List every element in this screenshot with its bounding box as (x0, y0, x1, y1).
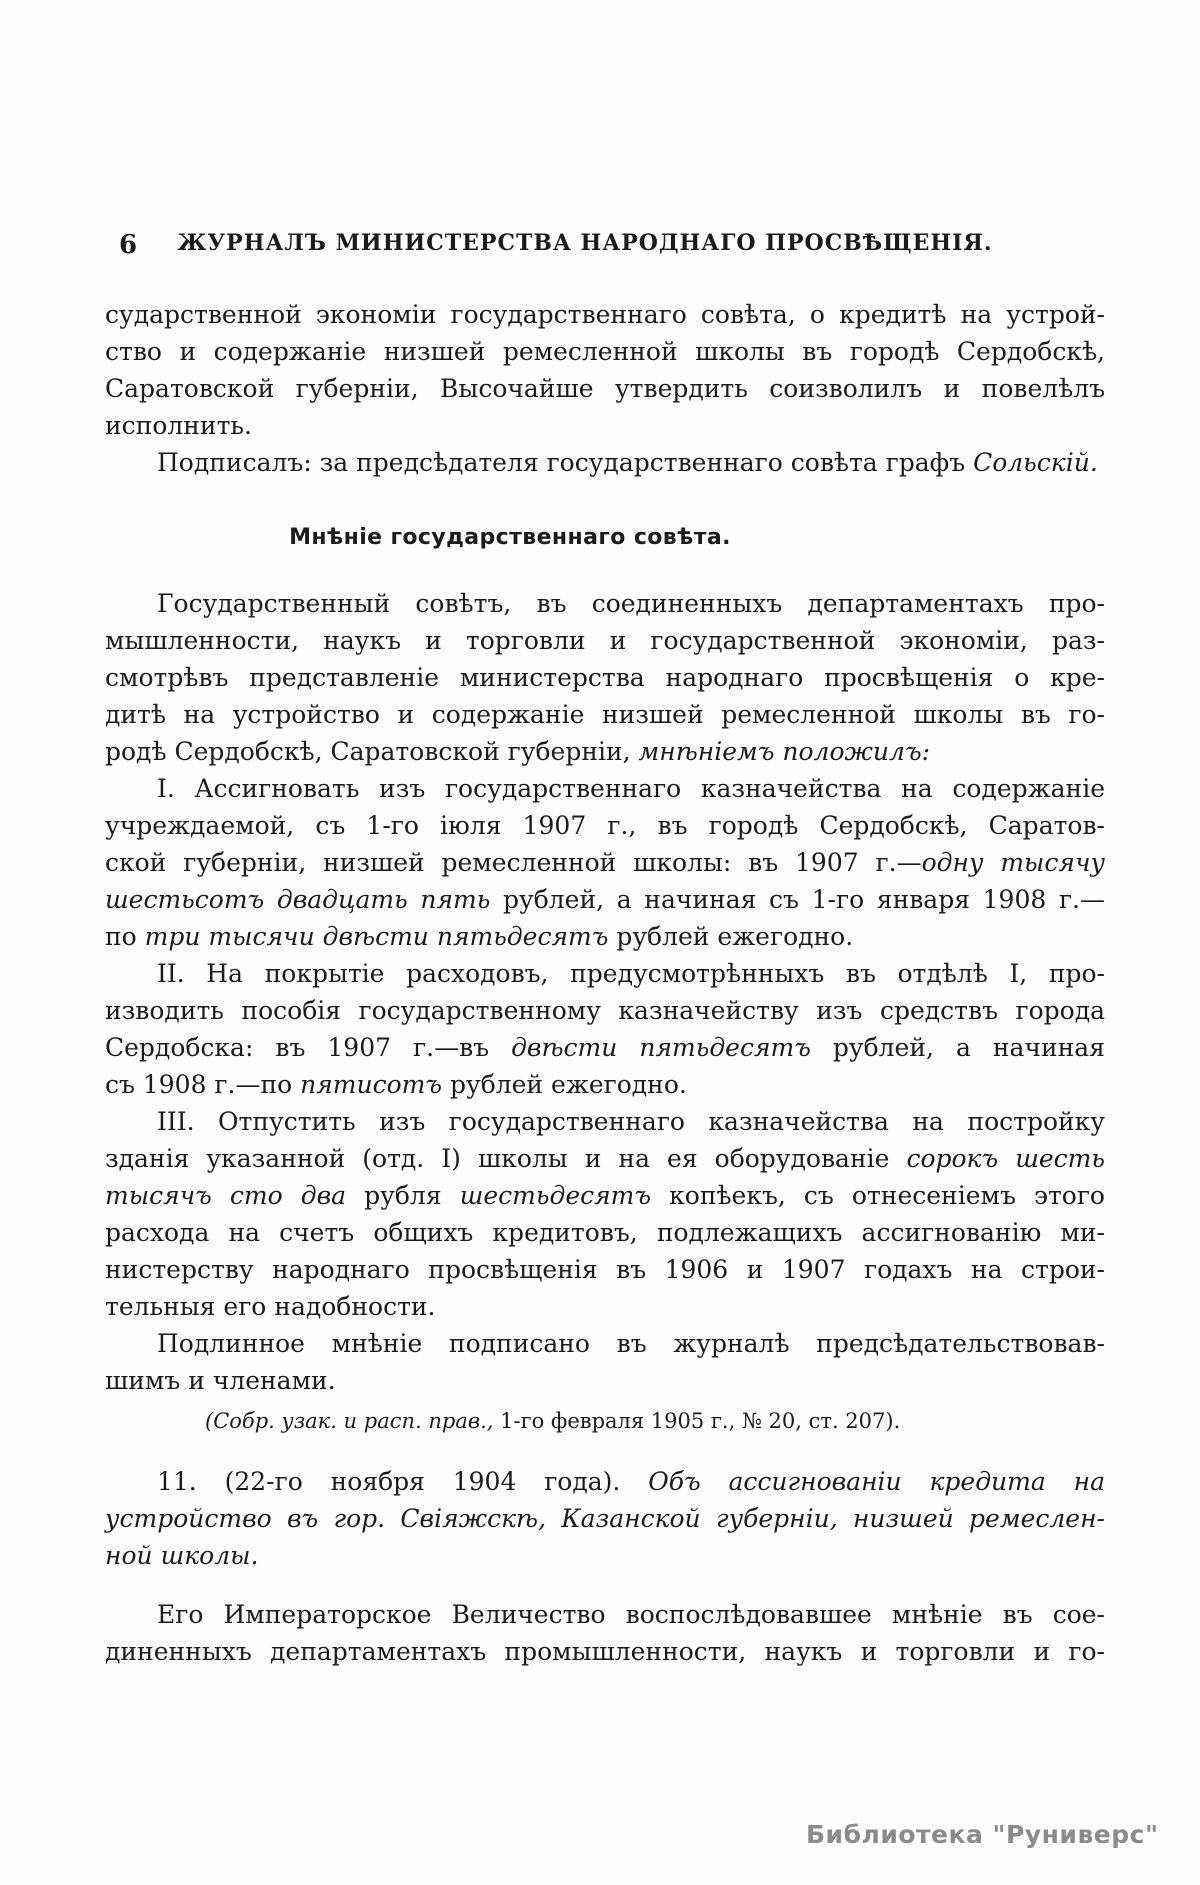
text-segment: изводить пособія государственному казначейству изъ средствъ города (105, 996, 1105, 1025)
text-segment: рублей, а начиная (832, 1033, 1105, 1062)
text-segment: Подписалъ: за предсѣдателя государственнаго совѣта графъ (157, 448, 974, 477)
text-segment: Его Императорское Величество воспослѣдовавшее мнѣніе въ сое- (157, 1600, 1105, 1629)
text-segment: расхода на счетъ общихъ кредитовъ, подлежащихъ ассигнованію ми- (105, 1218, 1105, 1247)
text-line (105, 585, 1105, 622)
text-line (105, 1288, 1105, 1325)
text-line (105, 444, 1105, 481)
text-segment: съ 1908 г.—по (105, 1070, 301, 1099)
italic-text-segment: тысячъ сто два (105, 1181, 365, 1210)
italic-text-segment: три тысячи двѣсти пятьдесятъ (144, 922, 617, 951)
text-segment: нистерству народнаго просвѣщенія въ 1906 и 1907 годахъ на строи- (105, 1255, 1105, 1284)
text-line (105, 1177, 1105, 1214)
italic-text-segment: шестьдесятъ (459, 1181, 670, 1210)
italic-text-segment: двѣсти пятьдесятъ (511, 1033, 833, 1062)
text-segment: II. На покрытіе расходовъ, предусмотрѣнныхъ въ отдѣлѣ I, про- (157, 959, 1105, 988)
text-line (205, 1403, 1105, 1439)
text-line (105, 1214, 1105, 1251)
text-line (105, 296, 1105, 333)
italic-text-segment: (Собр. узак. и расп. прав., (205, 1409, 501, 1433)
text-line (105, 1463, 1105, 1500)
para-signature (105, 444, 1105, 481)
text-segment: дитѣ на устройство и содержаніе низшей ремесленной школы въ го- (105, 700, 1105, 729)
para-item-11-title (105, 1463, 1105, 1574)
text-segment: рублей ежегодно. (616, 922, 854, 951)
text-line (105, 1251, 1105, 1288)
text-segment: Саратовской губерніи, Высочайше утвердить соизволилъ и повелѣлъ (105, 374, 1105, 403)
text-segment: III. Отпустить изъ государственнаго казначейства на постройку (157, 1107, 1105, 1136)
watermark-label: Библиотека "Руниверс" (806, 1820, 1159, 1849)
text-segment: диненныхъ департаментахъ промышленности, наукъ и торговли и го- (105, 1637, 1105, 1666)
text-segment: рублей ежегодно. (449, 1070, 687, 1099)
text-segment: Подлинное мнѣніе подписано въ журналѣ предсѣдательствовав- (157, 1329, 1105, 1358)
text-line (105, 1362, 1105, 1399)
italic-text-segment: устройство въ гор. Свіяжскѣ, Казанской губерніи, низшей ремеслен- (105, 1504, 1105, 1533)
italic-text-segment: Сольскій. (973, 448, 1098, 477)
text-line (105, 733, 1105, 770)
text-line (105, 333, 1105, 370)
text-line (105, 1537, 1105, 1574)
text-segment: Государственный совѣтъ, въ соединенныхъ департаментахъ про- (157, 589, 1105, 618)
text-line (105, 881, 1105, 918)
text-segment: 1-го февраля 1905 г., № 20, ст. 207). (500, 1409, 901, 1433)
text-line (105, 696, 1105, 733)
text-line (105, 1103, 1105, 1140)
para-item-2 (105, 955, 1105, 1103)
italic-text-segment: сорокъ шесть (906, 1144, 1105, 1173)
text-segment: копѣекъ, съ отнесеніемъ этого (669, 1181, 1105, 1210)
italic-text-segment: ной школы. (105, 1541, 259, 1570)
text-segment: шимъ и членами. (105, 1366, 336, 1395)
text-segment: учреждаемой, съ 1-го іюля 1907 г., въ городѣ Сердобскѣ, Саратов- (105, 811, 1105, 840)
text-segment: смотрѣвъ представленіе министерства народнаго просвѣщенія о кре- (105, 663, 1105, 692)
text-segment: ской губерніи, низшей ремесленной школы: въ 1907 г.— (105, 848, 922, 877)
text-line (105, 1066, 1105, 1103)
para-item-1 (105, 770, 1105, 955)
para-continuation (105, 296, 1105, 444)
para-imperial-majesty (105, 1596, 1105, 1670)
text-segment: сударственной экономіи государственнаго совѣта, о кредитѣ на устрой- (105, 300, 1105, 329)
text-line (105, 844, 1105, 881)
para-original-signed (105, 1325, 1105, 1399)
section-heading: Мнѣніе государственнаго совѣта. (289, 525, 731, 550)
text-segment: 11. (22-го ноября 1904 года). (157, 1467, 649, 1496)
text-line (105, 918, 1105, 955)
text-segment: рублей, а начиная съ 1-го января 1908 г.— (503, 885, 1105, 914)
text-segment: исполнить. (105, 411, 252, 440)
text-line (105, 1500, 1105, 1537)
text-segment: по (105, 922, 145, 951)
text-line (105, 1325, 1105, 1362)
text-segment: тельныя его надобности. (105, 1292, 436, 1321)
text-line (105, 807, 1105, 844)
para-council-opinion (105, 585, 1105, 770)
text-line (105, 622, 1105, 659)
text-segment: ство и содержаніе низшей ремесленной школы въ городѣ Сердобскѣ, (105, 337, 1105, 366)
text-line (105, 955, 1105, 992)
running-header (105, 230, 1105, 264)
text-line (105, 1140, 1105, 1177)
text-line (105, 770, 1105, 807)
text-line (105, 659, 1105, 696)
text-line (105, 1029, 1105, 1066)
text-line (105, 370, 1105, 407)
text-segment: зданія указанной (отд. I) школы и на ея оборудованіе (105, 1144, 907, 1173)
document-body (105, 296, 1105, 1670)
italic-text-segment: Объ ассигнованіи кредита на (648, 1467, 1105, 1496)
text-line (105, 407, 1105, 444)
citation-line (205, 1403, 1105, 1439)
text-line (105, 1596, 1105, 1633)
para-item-3 (105, 1103, 1105, 1325)
text-segment: рубля (364, 1181, 460, 1210)
text-line (105, 992, 1105, 1029)
page-number: 6 (119, 230, 138, 260)
text-segment: мышленности, наукъ и торговли и государственной экономіи, раз- (105, 626, 1105, 655)
text-segment: родѣ Сердобскѣ, Саратовской губерніи, (105, 737, 639, 766)
text-segment: I. Ассигновать изъ государственнаго казначейства на содержаніе (157, 774, 1105, 803)
text-segment: Сердобска: въ 1907 г.—въ (105, 1033, 512, 1062)
italic-text-segment: одну тысячу (921, 848, 1105, 877)
italic-text-segment: мнѣніемъ положилъ: (638, 737, 931, 766)
italic-text-segment: пятисотъ (300, 1070, 450, 1099)
running-title: ЖУРНАЛЪ МИНИСТЕРСТВА НАРОДНАГО ПРОСВѢЩЕНІЯ. (177, 230, 993, 256)
text-line (105, 1633, 1105, 1670)
italic-text-segment: шестьсотъ двадцать пять (105, 885, 503, 914)
